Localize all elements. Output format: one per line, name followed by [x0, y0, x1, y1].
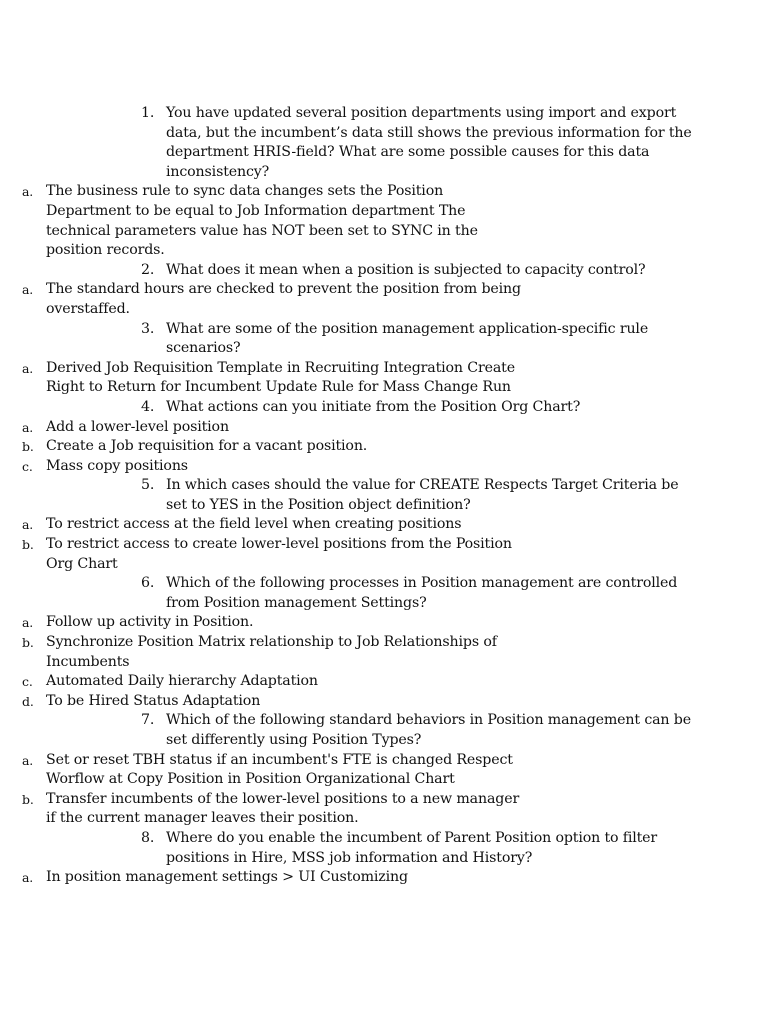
question-item [0, 711, 768, 829]
answer-letter: a. [22, 752, 34, 768]
answer-item [0, 457, 530, 477]
answer-letter: d. [22, 693, 34, 709]
answer-list [0, 868, 768, 888]
question-text: Which of the following processes in Position management are controlled from Position management Settings? [166, 575, 678, 611]
answer-item [0, 280, 530, 319]
answer-letter: b. [22, 791, 34, 807]
answer-list [0, 359, 768, 398]
question-item [0, 104, 768, 261]
answer-letter: a. [22, 419, 34, 435]
answer-item [0, 751, 530, 790]
answer-item [0, 515, 530, 535]
answer-item [0, 672, 530, 692]
answer-text: To restrict access to create lower-level positions from the Position Org Chart [46, 536, 512, 572]
answer-letter: a. [22, 870, 34, 886]
question [0, 261, 696, 281]
question [0, 711, 696, 750]
answer-list [0, 280, 768, 319]
question-number: 1. [141, 105, 155, 121]
question [0, 398, 696, 418]
answer-letter: b. [22, 439, 34, 455]
question-number: 3. [141, 320, 155, 337]
answer-list [0, 751, 768, 829]
question-text: Where do you enable the incumbent of Parent Position option to filter positions in Hire, MSS job information and History? [166, 829, 658, 866]
question-number: 2. [141, 261, 155, 278]
answer-item [0, 633, 530, 672]
answer-text: Mass copy positions [46, 457, 188, 474]
question-text: What does it mean when a position is subjected to capacity control? [166, 261, 646, 278]
answer-item [0, 692, 530, 712]
question-number: 6. [141, 575, 155, 592]
question-list [0, 104, 768, 888]
question-number: 8. [141, 829, 155, 846]
question [0, 476, 696, 515]
question-item [0, 476, 768, 574]
answer-item [0, 868, 530, 888]
answer-text: The standard hours are checked to prevent the position from being overstaffed. [46, 281, 521, 317]
question-item [0, 829, 768, 888]
answer-letter: a. [22, 282, 34, 298]
answer-letter: b. [22, 635, 34, 651]
answer-text: Set or reset TBH status if an incumbent's FTE is changed Respect Worflow at Copy Position in Position Organizational Chart [46, 751, 513, 788]
answer-list [0, 418, 768, 477]
answer-item [0, 535, 530, 574]
question-text: You have updated several position departments using import and export data, but the incumbent’s data still shows the previous information for the department HRIS-field? What are some possible causes for this data inconsistency? [166, 105, 692, 180]
answer-item [0, 418, 530, 438]
answer-text: To be Hired Status Adaptation [46, 692, 261, 709]
question-item [0, 574, 768, 711]
answer-text: To restrict access at the field level when creating positions [46, 516, 462, 533]
answer-text: Synchronize Position Matrix relationship to Job Relationships of Incumbents [46, 634, 497, 670]
answer-letter: a. [22, 615, 34, 631]
question-number: 4. [141, 398, 155, 415]
question [0, 574, 696, 613]
answer-text: Create a Job requisition for a vacant position. [46, 438, 368, 455]
question [0, 829, 696, 868]
answer-text: Derived Job Requisition Template in Recruiting Integration Create Right to Return for Incumbent Update Rule for Mass Change Run [46, 359, 515, 396]
question-number: 5. [141, 477, 155, 494]
question [0, 104, 696, 182]
question-number: 7. [141, 712, 155, 729]
question-text: What actions can you initiate from the Position Org Chart? [166, 398, 581, 415]
answer-text: Follow up activity in Position. [46, 614, 254, 631]
question-item [0, 398, 768, 476]
answer-list [0, 182, 768, 260]
answer-item [0, 182, 530, 260]
answer-text: Add a lower-level position [46, 418, 229, 435]
question-item [0, 261, 768, 320]
answer-item [0, 359, 530, 398]
answer-text: Automated Daily hierarchy Adaptation [46, 673, 318, 690]
answer-item [0, 790, 530, 829]
answer-letter: c. [22, 458, 33, 474]
answer-letter: b. [22, 537, 34, 553]
answer-text: In position management settings > UI Customizing [46, 869, 408, 886]
question-item [0, 320, 768, 398]
question-text: What are some of the position management application-specific rule scenarios? [166, 320, 649, 357]
answer-list [0, 515, 768, 574]
answer-letter: a. [22, 184, 34, 200]
answer-letter: c. [22, 674, 33, 690]
answer-text: Transfer incumbents of the lower-level positions to a new manager if the current manager leaves their position. [46, 790, 520, 827]
answer-item [0, 437, 530, 457]
answer-text: The business rule to sync data changes sets the Position Department to be equal to Job Information department The technical parameters value has NOT been set to SYNC in the position records. [46, 183, 478, 259]
question-text: Which of the following standard behaviors in Position management can be set differently using Position Types? [166, 712, 691, 748]
answer-list [0, 613, 768, 711]
question [0, 320, 696, 359]
answer-item [0, 613, 530, 633]
question-text: In which cases should the value for CREATE Respects Target Criteria be set to YES in the Position object definition? [166, 477, 679, 513]
answer-letter: a. [22, 360, 34, 376]
answer-letter: a. [22, 517, 34, 533]
